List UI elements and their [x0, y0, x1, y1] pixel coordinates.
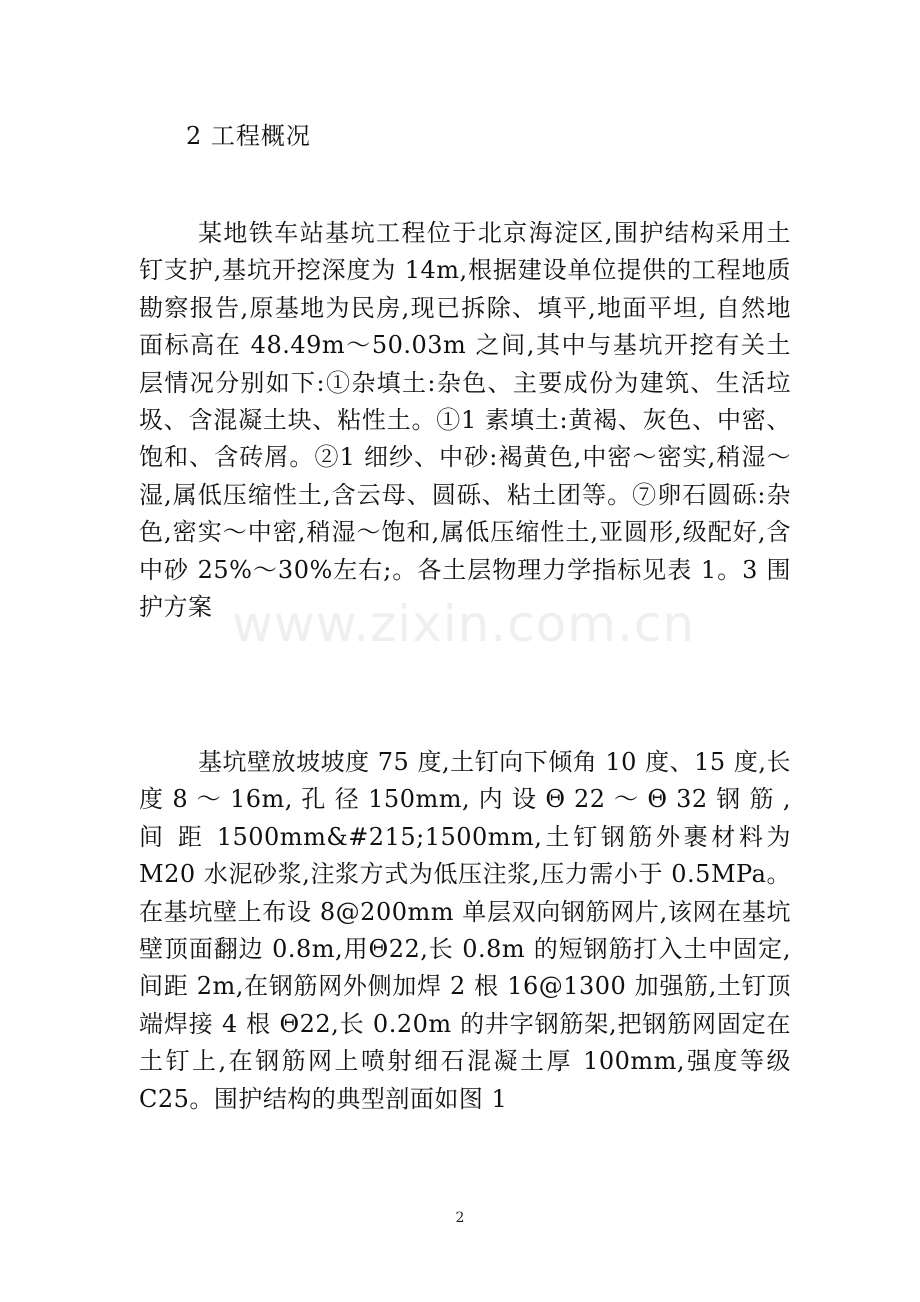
section-heading: 2 工程概况	[186, 122, 311, 150]
watermark: www.zixin.com.cn	[232, 595, 696, 653]
paragraph-project-overview: 某地铁车站基坑工程位于北京海淀区,围护结构采用土钉支护,基坑开挖深度为 14m,根据建设单位提供的工程地质勘察报告,原基地为民房,现已拆除、填平,地面平坦, 自然地面标高在 48.49m～50.03m 之间,其中与基坑开挖有关土层情况分别如下:①杂填土:杂色、主要成份为建筑、生活垃圾、含混凝土块、粘性土。①1 素填土:黄褐、灰色、中密、饱和、含砖屑。②1 细纱、中砂:褐黄色,中密～密实,稍湿～湿,属低压缩性土,含云母、圆砾、粘土团等。⑦卵石圆砾:杂色,密实～中密,稍湿～饱和,属低压缩性土,亚圆形,级配好,含中砂 25%～30%左右;。各土层物理力学指标见表 1。3 围护方案	[139, 219, 791, 622]
paragraph-support-scheme: 基坑壁放坡坡度 75 度,土钉向下倾角 10 度、15 度,长度 8 ～ 16m, 孔 径 150mm, 内 设 Θ 22 ～ Θ 32 钢 筋 , 间 距 1500mm&#215;1500mm,土钉钢筋外裹材料为 M20 水泥砂浆,注浆方式为低压注浆,压力需小于 0.5MPa。在基坑壁上布设 8@200mm 单层双向钢筋网片,该网在基坑壁顶面翻边 0.8m,用Θ22,长 0.8m 的短钢筋打入土中固定,间距 2m,在钢筋网外侧加焊 2 根 16@1300 加强筋,土钉顶端焊接 4 根 Θ22,长 0.20m 的井字钢筋架,把钢筋网固定在土钉上,在钢筋网上喷射细石混凝土厚 100mm,强度等级 C25。围护结构的典型剖面如图 1	[139, 748, 791, 1113]
page-number: 2	[455, 1210, 465, 1226]
